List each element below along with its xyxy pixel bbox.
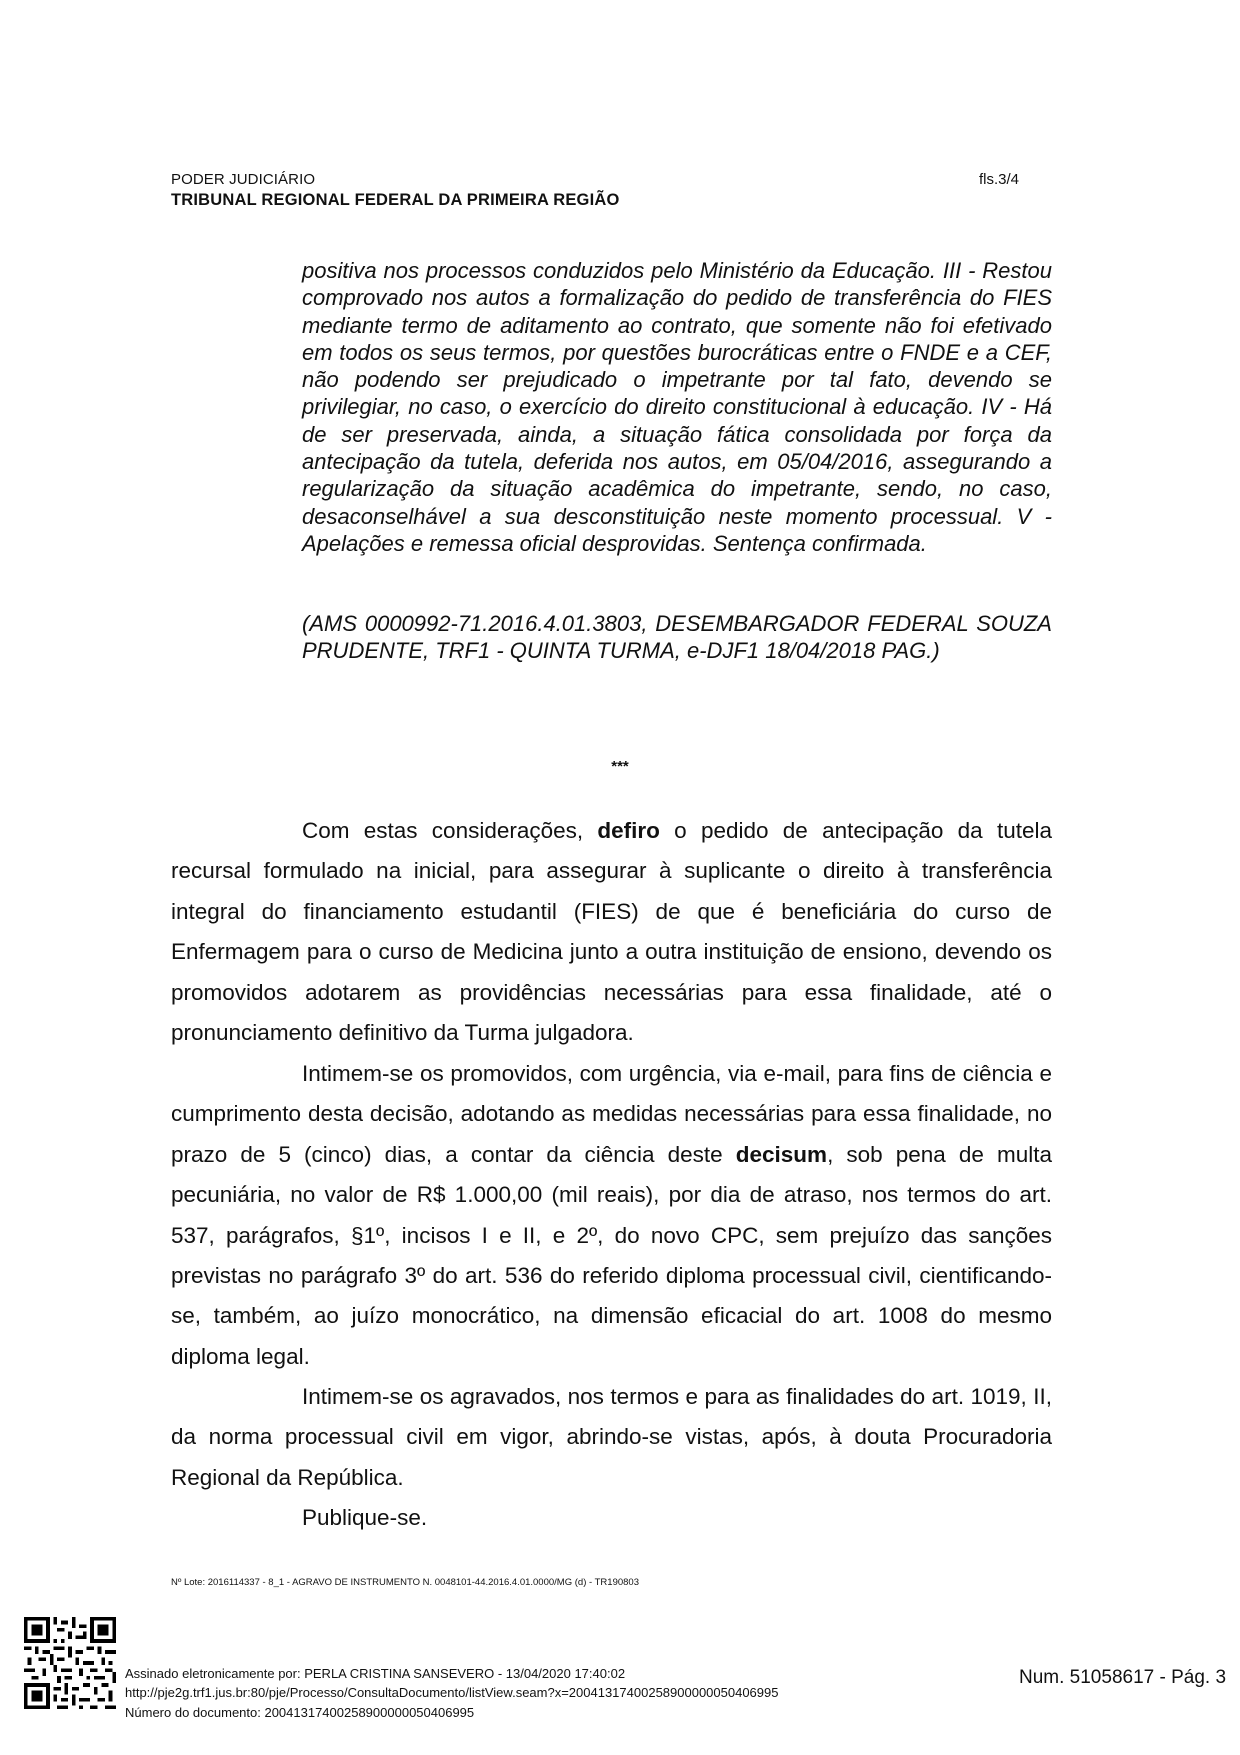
p2-text-before: Intimem-se os promovidos, com urgência, via e-mail, para fins de ciência e cumprimento desta decisão, adotando as medidas necessárias para essa finalidade, no prazo de 5 (cinco) dias, a contar da ciência deste <box>171 1061 1052 1167</box>
quoted-jurisprudence: positiva nos processos conduzidos pelo Ministério da Educação. III - Restou comprovado nos autos a formalização do pedido de transferência do FIES mediante termo de aditamento ao contrato, que somente não foi efetivado em todos os seus termos, por questões burocráticas entre o FNDE e a CEF, não podendo ser prejudicado o impetrante por tal fato, devendo se privilegiar, no caso, o exercício do direito constitucional à educação. IV - Há de ser preservada, ainda, a situação fática consolidada por força da antecipação da tutela, deferida nos autos, em 05/04/2016, assegurando a regularização da situação acadêmica do impetrante, sendo, no caso, desaconselhável a sua desconstituição neste momento processual. V -Apelações e remessa oficial desprovidas. Sentença confirmada. <box>302 258 1052 556</box>
page-reference: fls.3/4 <box>979 171 1020 188</box>
document-url[interactable]: http://pje2g.trf1.jus.br:80/pje/Processo/ConsultaDocumento/listView.seam?x=20041317400258900000050406995 <box>125 1685 779 1700</box>
decision-paragraph-3: Intimem-se os agravados, nos termos e para as finalidades do art. 1019, II, da norma processual civil em vigor, abrindo-se vistas, após, à douta Procuradoria Regional da República. <box>171 1384 1052 1490</box>
num-page-indicator: Num. 51058617 - Pág. 3 <box>1019 1667 1227 1688</box>
p1-text-before: Com estas considerações, <box>302 818 598 843</box>
section-separator: *** <box>611 758 629 775</box>
p1-text-after: o pedido de antecipação da tutela recursal formulado na inicial, para assegurar à suplicante o direito à transferência integral do financiamento estudantil (FIES) de que é beneficiária do curso de Enfermagem para o curso de Medicina junto a outra instituição de ensiono, devendo os promovidos adotarem as providências necessárias para essa finalidade, até o pronunciamento definitivo da Turma julgadora. <box>171 818 1052 1046</box>
document-number: Número do documento: 20041317400258900000050406995 <box>125 1705 475 1720</box>
decision-paragraph-4: Publique-se. <box>302 1505 428 1530</box>
p2-bold-term: decisum <box>735 1141 828 1167</box>
decision-paragraph-2 <box>171 1054 1052 1377</box>
lote-line: Nº Lote: 2016114337 - 8_1 - AGRAVO DE INSTRUMENTO N. 0048101-44.2016.4.01.0000/MG (d) - TR190803 <box>171 1577 639 1588</box>
p1-bold-term: defiro <box>597 818 660 843</box>
decision-paragraph-1 <box>171 811 1052 1053</box>
p2-text-after: , sob pena de multa pecuniária, no valor de R$ 1.000,00 (mil reais), por dia de atraso, nos termos do art. 537, parágrafos, §1º, incisos I e II, e 2º, do novo CPC, sem prejuízo das sanções previstas no parágrafo 3º do art. 536 do referido diploma processual civil, cientificando-se, também, ao juízo monocrático, na dimensão eficacial do art. 1008 do mesmo diploma legal. <box>171 1141 1052 1369</box>
signature-line: Assinado eletronicamente por: PERLA CRISTINA SANSEVERO - 13/04/2020 17:40:02 <box>125 1666 626 1681</box>
court-name: PODER JUDICIÁRIO <box>171 171 316 188</box>
tribunal-name: TRIBUNAL REGIONAL FEDERAL DA PRIMEIRA REGIÃO <box>171 191 620 209</box>
quote-citation: (AMS 0000992-71.2016.4.01.3803, DESEMBARGADOR FEDERAL SOUZA PRUDENTE, TRF1 - QUINTA TURMA, e-DJF1 18/04/2018 PAG.) <box>302 611 1052 664</box>
qr-code <box>24 1617 116 1709</box>
